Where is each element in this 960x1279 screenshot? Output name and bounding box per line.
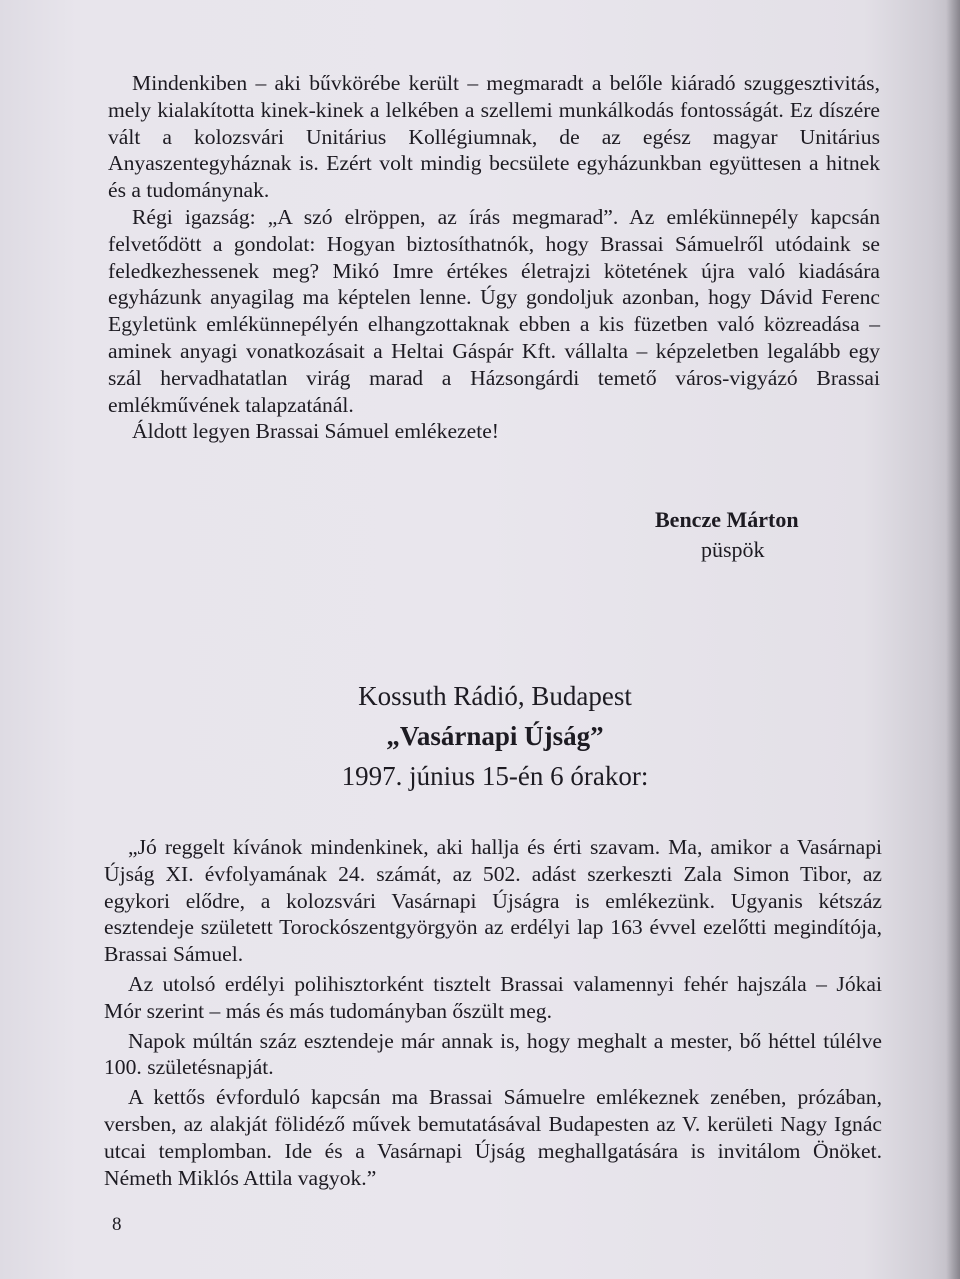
heading-line-station: Kossuth Rádió, Budapest <box>358 681 632 711</box>
paragraph: A kettős évforduló kapcsán ma Brassai Sámuelre emlékeznek zenében, prózában, versben, az alakját fölidéző művek bemutatásával Budapesten az V. kerületi Nagy Ignác utcai templomban. Ide és a Vasárnapi Újság meghallgatására is invitálom Önöket. Németh Miklós Attila vagyok.” <box>104 1085 882 1190</box>
paragraph: Régi igazság: „A szó elröppen, az írás megmarad”. Az emlékünnepély kapcsán felvetődött a gondolat: Hogyan biztosíthatnók, hogy Brassai Sámuelről utódaink se feledkezhessenek meg? Mikó Imre értékes életrajzi kötetének újra való kiadására egyházunk anyagilag ma képtelen lenne. Úgy gondoljuk azonban, hogy Dávid Ferenc Egyletünk emlékünnepélyén elhangzottaknak ebben a kis füzetben való közreadása – aminek anyagi vonatkozásait a Heltai Gáspár Kft. vállalta – képzeletben legalább egy szál hervadhatatlan virág marad a Házsongárdi temető város-vigyázó Brassai emlékművének talapzatánál. <box>108 204 880 417</box>
paragraph: Az utolsó erdélyi polihisztorként tisztelt Brassai valamennyi fehér hajszála – Jókai Mór szerint – más és más tudományban őszült meg. <box>104 971 882 1023</box>
signature-title: püspök <box>701 537 765 562</box>
page-number: 8 <box>112 1214 122 1235</box>
signature-block <box>655 505 895 565</box>
heading-line-date: 1997. június 15-én 6 órakor: <box>341 761 649 791</box>
paragraph: Napok múltán száz esztendeje már annak is, hogy meghalt a mester, bő héttel túlélve 100. születésnapját. <box>104 1028 882 1080</box>
section-heading <box>200 676 790 796</box>
bottom-text-block <box>104 834 882 1194</box>
heading-line-program: „Vasárnapi Újság” <box>386 721 604 751</box>
paragraph: Áldott legyen Brassai Sámuel emlékezete! <box>132 419 499 444</box>
page-edge-shadow <box>946 0 960 1279</box>
paragraph: „Jó reggelt kívánok mindenkinek, aki hallja és érti szavam. Ma, amikor a Vasárnapi Újság XI. évfolyamának 24. számát, az 502. adást szerkeszti Zala Simon Tibor, az egykori elődre, a kolozsvári Vasárnapi Újságra is emlékezünk. Ugyanis kétszáz esztendeje született Torockószentgyörgyön az erdélyi lap 163 évvel ezelőtti megindítója, Brassai Sámuel. <box>104 835 882 967</box>
paragraph: Mindenkiben – aki bűvkörébe került – megmaradt a belőle kiáradó szuggesztivitás, mely kialakította kinek-kinek a lelkében a szellemi munkálkodás fontosságát. Ez díszére vált a kolozsvári Unitárius Kollégiumnak, de az egész magyar Unitárius Anyaszentegyháznak is. Ezért volt mindig becsülete egyházunkban együttesen a hitnek és a tudománynak. <box>108 71 880 203</box>
signature-name: Bencze Márton <box>655 507 799 532</box>
top-text-block <box>108 70 880 445</box>
